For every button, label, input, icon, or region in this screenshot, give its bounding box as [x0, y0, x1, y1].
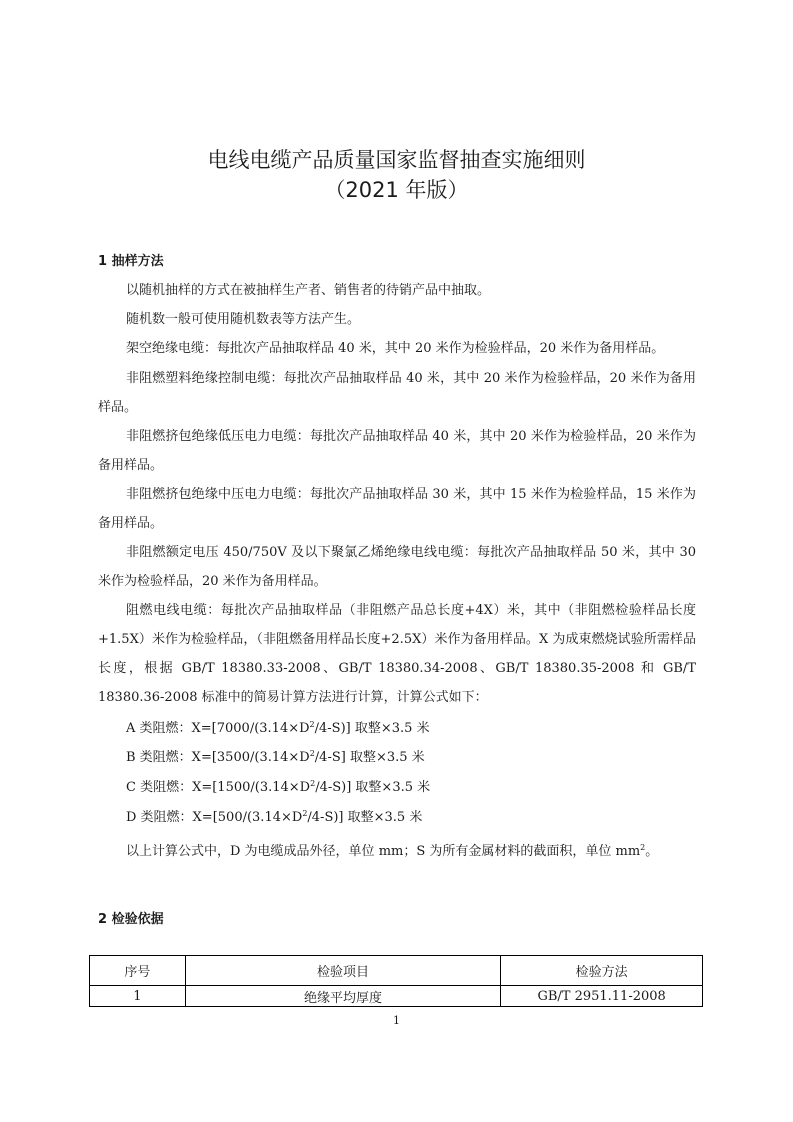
- inspection-table: [89, 955, 703, 1007]
- cell-method: GB/T 2951.11-2008: [501, 986, 703, 1007]
- formula-c: C 类阻燃：$X=[1500/(3.14\times D^2/4-S)]$ 取整×3.5 米: [126, 779, 431, 795]
- paragraph: 非阻燃塑料绝缘控制电缆：每批次产品抽取样品 40 米，其中 20 米作为检验样品，20 米作为备用样品。: [98, 371, 696, 415]
- table-header-row: [90, 956, 703, 986]
- paragraph: 非阻燃额定电压 450/750V 及以下聚氯乙烯绝缘电线电缆：每批次产品抽取样品 50 米，其中 30 米作为检验样品，20 米作为备用样品。: [98, 545, 696, 589]
- table-row: [90, 986, 703, 1007]
- formula-a: A 类阻燃：$X=[7000/(3.14\times D^2/4-S)]$ 取整×3.5 米: [126, 720, 430, 736]
- page-number: 1: [393, 1014, 400, 1027]
- paragraph: 随机数一般可使用随机数表等方法产生。: [126, 312, 361, 327]
- page-title: 电线电缆产品质量国家监督抽查实施细则: [207, 148, 586, 172]
- formula-b: B 类阻燃：$X=[3500/(3.14\times D^2/4-S]$ 取整×3.5 米: [126, 749, 425, 765]
- paragraph: 非阻燃挤包绝缘中压电力电缆：每批次产品抽取样品 30 米，其中 15 米作为检验样品，15 米作为备用样品。: [98, 487, 696, 531]
- formula-d: D 类阻燃：$X=[500/(3.14\times D^2/4-S)]$ 取整×3.5 米: [126, 809, 423, 825]
- col-header-no: 序号: [90, 956, 186, 986]
- col-header-method: 检验方法: [501, 956, 703, 986]
- paragraph: 架空绝缘电缆：每批次产品抽取样品 40 米，其中 20 米作为检验样品，20 米作为备用样品。: [126, 341, 665, 356]
- paragraph: 以随机抽样的方式在被抽样生产者、销售者的待销产品中抽取。: [126, 283, 491, 298]
- paragraph: 非阻燃挤包绝缘低压电力电缆：每批次产品抽取样品 40 米，其中 20 米作为检验样品，20 米作为备用样品。: [98, 429, 696, 473]
- cell-no: 1: [90, 986, 186, 1007]
- col-header-item: 检验项目: [185, 956, 500, 986]
- section-2-heading: 2 检验依据: [98, 912, 164, 927]
- cell-item: 绝缘平均厚度: [185, 986, 500, 1007]
- section-1-heading: 1 抽样方法: [98, 254, 164, 269]
- page-subtitle: （2021 年版）: [324, 178, 469, 202]
- paragraph: 阻燃电线电缆：每批次产品抽取样品（非阻燃产品总长度+4X）米，其中（非阻燃检验样品长度+1.5X）米作为检验样品，（非阻燃备用样品长度+2.5X）米作为备用样品。X 为成束燃烧试验所需样品长度，根据 GB/T 18380.33-2008、GB/T 18380.34-2008、GB/T 18380.35-2008 和 GB/T 18380.36-2008 标准中的简易计算方法进行计算，计算公式如下：: [98, 603, 696, 705]
- formula-note: 以上计算公式中，D 为电缆成品外径，单位 mm；S 为所有金属材料的截面积，单位 $mm^2$。: [126, 843, 659, 859]
